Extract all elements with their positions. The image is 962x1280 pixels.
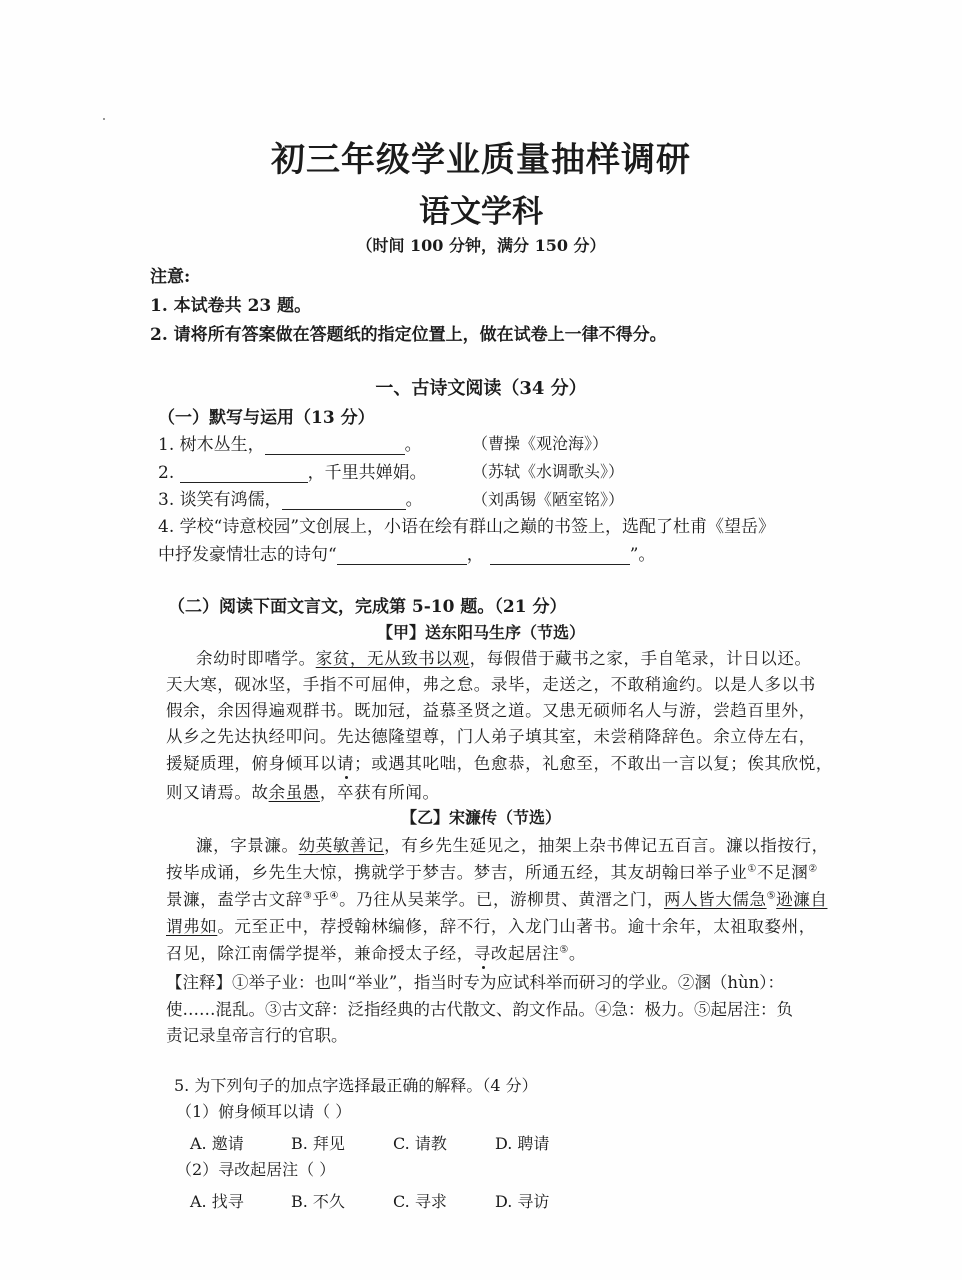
yi-line-2 [166, 859, 818, 883]
yi-underlined-3: 逊濂自 [776, 890, 828, 909]
q5-2-option-a[interactable]: A. 找寻 [190, 1192, 244, 1211]
section-heading: 一、古诗文阅读（34 分） [375, 378, 587, 399]
q4-comma: ， [466, 545, 484, 565]
yi-note-ref-3: ③ [302, 890, 313, 902]
question-2 [158, 458, 427, 483]
q1-end: 。 [404, 435, 422, 455]
jia-line-3: 假余，余因得遍观群书。既加冠，益慕圣贤之道。又患无硕师名人与游，尝趋百里外， [166, 701, 816, 720]
part1-heading: （一）默写与运用（13 分） [158, 408, 375, 428]
part2-heading: （二）阅读下面文言文，完成第 5-10 题。（21 分） [168, 597, 567, 617]
yi-dotted-char: 寻 [473, 944, 491, 963]
subject-title: 语文学科 [419, 194, 543, 230]
q2-answer-blank[interactable] [180, 464, 308, 483]
q1-num: 1. [158, 435, 175, 455]
q4-answer-blank-2[interactable] [490, 546, 630, 565]
q2-text: ，千里共婵娟。 [307, 463, 427, 483]
jia-line-1 [196, 645, 812, 669]
time-info: （时间 100 分钟，满分 150 分） [356, 236, 606, 255]
q2-num: 2. [158, 463, 175, 483]
jia-line-5 [166, 750, 833, 774]
yi-line-3-c: 。乃往从吴莱学。已，游柳贯、黄溍之门， [339, 890, 664, 909]
q4-prompt: 中抒发豪情壮志的诗句“ [158, 545, 337, 565]
notes-line-2: 使……混乱。③古文辞：泛指经典的古代散文、韵文作品。④急：极力。⑤起居注：负 [166, 1000, 793, 1019]
yi-line-1 [196, 832, 829, 856]
jia-line-2: 天大寒，砚冰坚，手指不可屈伸，弗之怠。录毕，走送之，不敢稍逾约。以是人多以书 [166, 675, 816, 694]
yi-underlined-4: 谓弗如 [166, 917, 218, 936]
q3-answer-blank[interactable] [282, 491, 406, 510]
q5-1-option-b[interactable]: B. 拜见 [291, 1134, 345, 1153]
question-1 [158, 430, 422, 455]
q3-source: （刘禹锡《陋室铭》） [472, 490, 625, 509]
yi-line-2-a: 按毕成诵，乡先生大惊，携就学于梦吉。梦吉，所通五经，其友胡翰曰举子业 [166, 863, 748, 882]
question-5-sub-2: （2）寻改起居注（ ） [176, 1160, 336, 1179]
q1-source: （曹操《观沧海》） [472, 434, 609, 453]
passage-jia-title: 【甲】送东阳马生序（节选） [376, 623, 585, 642]
q3-end: 。 [405, 490, 423, 510]
jia-line-1-b: ，每假借于藏书之家，手自笔录，计日以还。 [469, 649, 812, 668]
scan-speck [103, 118, 105, 120]
notice-item-2: 2. 请将所有答案做在答题纸的指定位置上，做在试卷上一律不得分。 [150, 325, 667, 345]
jia-line-6-a: 则又请焉。故 [166, 783, 269, 802]
question-5-sub-1: （1）俯身倾耳以请（ ） [176, 1102, 352, 1121]
yi-line-3-b: 乎 [312, 890, 330, 909]
jia-underlined-1: 家贫，无从致书以观 [315, 649, 470, 668]
q2-source: （苏轼《水调歌头》） [472, 462, 625, 481]
yi-line-3-a: 景濂，盍学古文辞 [166, 890, 303, 909]
yi-note-ref-6: ⑤ [559, 944, 569, 956]
notes-line-1: 【注释】①举子业：也叫“举业”，指当时专为应试科举而研习的学业。②溷（hùn）： [166, 973, 785, 992]
yi-line-4 [166, 913, 816, 937]
yi-note-ref-1: ① [747, 863, 757, 875]
jia-underlined-2: 余虽愚 [268, 783, 320, 802]
q1-text: 树木丛生， [179, 435, 265, 455]
yi-line-3 [166, 886, 827, 910]
q5-1-option-d[interactable]: D. 聘请 [495, 1134, 550, 1153]
jia-line-6-b: ，卒获有所闻。 [319, 783, 440, 802]
yi-line-5 [166, 940, 586, 964]
question-5-stem: 5. 为下列句子的加点字选择最正确的解释。（4 分） [174, 1076, 538, 1095]
yi-line-5-b: 改起居注 [490, 944, 560, 963]
q4-end: ”。 [629, 545, 656, 565]
yi-line-5-c: 。 [568, 944, 587, 963]
q3-text: 谈笑有鸿儒， [179, 490, 282, 510]
exam-title: 初三年级学业质量抽样调研 [271, 140, 691, 180]
question-4-line-2 [158, 540, 655, 565]
jia-line-5-b: ；或遇其叱咄，色愈恭，礼愈至，不敢出一言以复；俟其欣悦， [354, 754, 833, 773]
jia-line-5-a: 援疑质理，俯身倾耳以 [166, 754, 337, 773]
q1-answer-blank[interactable] [265, 436, 405, 455]
notice-label: 注意: [150, 267, 191, 287]
yi-note-ref-5: ⑤ [766, 890, 777, 902]
jia-dotted-char: 请 [337, 754, 355, 773]
yi-underlined-2: 两人皆大儒急 [663, 890, 767, 909]
yi-note-ref-4: ④ [329, 890, 340, 902]
passage-yi-title: 【乙】宋濂传（节选） [400, 808, 561, 827]
q5-1-option-a[interactable]: A. 邀请 [190, 1134, 244, 1153]
yi-line-5-a: 召见，除江南儒学提举，兼命授太子经， [166, 944, 474, 963]
jia-line-4: 从乡之先达执经叩问。先达德隆望尊，门人弟子填其室，未尝稍降辞色。余立侍左右， [166, 727, 816, 746]
yi-line-2-b: 不足溷 [756, 863, 809, 882]
yi-line-1-a: 濂，字景濂。 [196, 836, 299, 855]
q5-1-option-c[interactable]: C. 请教 [393, 1134, 447, 1153]
yi-underlined-1: 幼英敏善记 [298, 836, 385, 855]
yi-line-4-b: 。元至正中，荐授翰林编修，辞不行，入龙门山著书。逾十余年，太祖取婺州， [217, 917, 816, 936]
yi-line-1-b: ，有乡先生延见之，抽架上杂书俾记五百言。濂以指按行， [384, 836, 829, 855]
question-4-line-1: 4. 学校“诗意校园”文创展上，小语在绘有群山之巅的书签上，选配了杜甫《望岳》 [158, 517, 776, 537]
yi-note-ref-2: ② [808, 863, 818, 875]
q5-2-option-b[interactable]: B. 不久 [291, 1192, 345, 1211]
q5-2-option-d[interactable]: D. 寻访 [495, 1192, 550, 1211]
q5-2-option-c[interactable]: C. 寻求 [393, 1192, 447, 1211]
jia-line-1-a: 余幼时即嗜学。 [196, 649, 316, 668]
notice-item-1: 1. 本试卷共 23 题。 [150, 296, 312, 316]
q3-num: 3. [158, 490, 175, 510]
notes-line-3: 责记录皇帝言行的官职。 [166, 1026, 348, 1045]
jia-line-6 [166, 779, 440, 803]
q4-answer-blank-1[interactable] [337, 546, 467, 565]
question-3 [158, 485, 423, 510]
